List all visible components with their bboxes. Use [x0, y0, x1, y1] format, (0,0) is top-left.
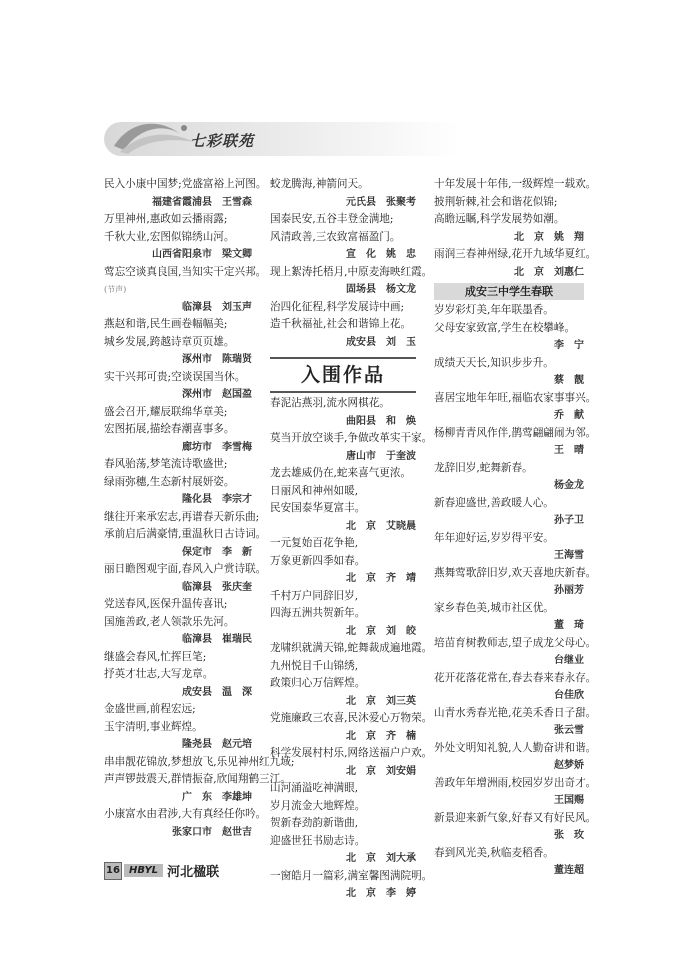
- couplet-line: 一窗皓月一篇彩,满室馨图满院明。: [270, 869, 433, 882]
- author-credit: 北 京 齐 楠: [346, 730, 416, 742]
- couplet-line: 四海五洲共贺新年。: [270, 607, 366, 619]
- author-credit: 福建省霞浦县 王雪森: [152, 196, 252, 208]
- author-credit: 北 京 刘三英: [346, 695, 416, 707]
- couplet-line: 承前启后满豪情,重温秋日古诗词。: [104, 528, 267, 540]
- couplet-line: 龙去雄威仍在,蛇来喜气更浓。: [270, 467, 412, 479]
- author-credit: 北 京 刘安娟: [346, 765, 416, 777]
- author-credit: 廊坊市 李雪梅: [182, 441, 252, 453]
- couplet-line: 贺新春劲韵新谐曲,: [270, 817, 359, 829]
- annotation: (节声): [104, 285, 127, 294]
- couplet-line: 万里神州,惠政如云播雨露;: [104, 213, 228, 225]
- couplet-line: 岁月流金大地辉煌。: [270, 799, 366, 812]
- couplet-line: 实干兴邦可贵;空谈误国当休。: [104, 370, 246, 383]
- couplet-line: 金盛世画,前程宏远;: [104, 703, 196, 715]
- couplet-line: 杨柳青青风作伴,鹊莺翩翩闹为邻。: [434, 426, 597, 439]
- author-credit: 成安县 刘 玉: [346, 336, 416, 348]
- author-credit: 张家口市 赵世吉: [172, 826, 252, 838]
- couplet-line: 春泥沾燕羽,流水网棋花。: [270, 397, 390, 409]
- section-banner: [104, 116, 580, 160]
- author-credit: 隆化县 李宗才: [182, 494, 252, 505]
- couplet-line: 燕舞莺歌辞旧岁,欢天喜地庆新春。: [434, 566, 597, 579]
- couplet-line: 新春迎盛世,善政暖人心。: [434, 496, 554, 509]
- author-credit: 赵梦娇: [554, 760, 584, 771]
- couplet-line: 日丽风和神州如暖,: [270, 484, 359, 497]
- couplet-line: 继盛会春风,忙挥巨笔;: [104, 650, 207, 663]
- author-credit: 隆尧县 赵元培: [182, 739, 252, 750]
- author-credit: 北 京 刘惠仁: [514, 266, 584, 278]
- couplet-line: 现上絮涛托梧月,中原麦海映红霞。: [270, 265, 433, 278]
- couplet-line: 莺忘空谈真良国,当知实干定兴邦。: [104, 265, 267, 278]
- couplet-line: 花开花落花常在,春去春来春永存。: [434, 671, 597, 684]
- author-credit: 张 玫: [554, 830, 584, 841]
- couplet-line: 岁岁彩灯美,年年联墨香。: [434, 304, 554, 316]
- couplet-line: 串串靓花锦放,梦想放飞,乐见神州红九域;: [104, 755, 295, 768]
- couplet-line: 一元复始百花争艳,: [270, 537, 359, 549]
- couplet-line: 迎盛世狂书励志诗。: [270, 834, 366, 847]
- author-credit: 杨金龙: [554, 480, 584, 491]
- couplet-line: 燕赵和谐,民生画卷幅幅美;: [104, 318, 228, 330]
- magazine-name: 河北楹联: [167, 865, 220, 880]
- page-number: 16: [104, 862, 122, 880]
- couplet-line: 千村万户同辞旧岁,: [270, 589, 359, 602]
- author-credit: 张云雪: [554, 725, 584, 736]
- subsection-heading: 成安三中学生春联: [434, 283, 584, 300]
- couplet-line: 龙辞旧岁,蛇舞新春。: [434, 461, 533, 474]
- couplet-line: 万象更新四季如春。: [270, 554, 366, 567]
- couplet-line: 小康富水由君涉,大有真经任你吟。: [104, 808, 267, 820]
- couplet-line: 丽日瞻图观宇面,春风入户赏诗联。: [104, 563, 267, 575]
- author-credit: 山西省阳泉市 梁文卿: [152, 249, 252, 260]
- author-credit: 孙子卫: [554, 515, 584, 526]
- author-credit: 成安县 温 深: [182, 686, 252, 698]
- couplet-line: 党送春风,医保升温传喜讯;: [104, 598, 228, 610]
- author-credit: 唐山市 于奎波: [346, 450, 416, 462]
- couplet-line: 山河涌溢吃神满眼,: [270, 782, 359, 794]
- couplet-line: 家乡春色美,城市社区优。: [434, 601, 554, 614]
- author-credit: 台佳欣: [554, 690, 584, 701]
- author-credit: 蔡 靓: [554, 375, 584, 386]
- couplet-line: 雨润三春神州绿,花开九域华夏红。: [434, 248, 597, 260]
- couplet-line: 声声锣鼓震天,群情振奋,欣闻翔鹤三江。: [104, 773, 291, 785]
- couplet-line: 千秋大业,宏图似锦绣山河。: [104, 230, 235, 243]
- author-credit: 临漳县 张庆奎: [182, 581, 252, 593]
- author-credit: 临漳县 刘玉声: [182, 301, 252, 313]
- couplet-line: 党施廉政三农喜,民沐爱心万物荣。: [270, 712, 433, 724]
- couplet-line: 民安国泰华夏富丰。: [270, 502, 366, 514]
- couplet-line: 风清政善,三农致富福盈门。: [270, 230, 401, 243]
- author-credit: 北 京 姚 翔: [514, 231, 584, 243]
- couplet-line: 披荆斩棘,社会和谐花似锦;: [434, 195, 558, 208]
- page-footer: [104, 860, 304, 878]
- couplet-line: 造千秋福祉,社会和谐锦上花。: [270, 318, 412, 330]
- author-credit: 台继业: [554, 655, 584, 666]
- couplet-line: 高瞻远瞩,科学发展势如潮。: [434, 213, 565, 225]
- author-credit: 北 京 李 婷: [346, 888, 416, 899]
- couplet-line: 春风骀荡,梦笔流诗歌盛世;: [104, 458, 228, 470]
- author-credit: 北 京 艾晓晨: [346, 520, 416, 532]
- author-credit: 深州市 赵国盈: [182, 389, 252, 400]
- author-credit: 王海雪: [554, 550, 584, 561]
- couplet-line: 年年迎好运,岁岁得平安。: [434, 531, 554, 544]
- column-1: [104, 176, 295, 841]
- couplet-line: 九州悦目千山锦绣,: [270, 659, 359, 672]
- couplet-line: 十年发展十年伟,一级辉煌一载欢。: [434, 178, 597, 190]
- author-credit: 董 琦: [554, 620, 584, 631]
- couplet-line: 继往开来承宏志,再谱春天新乐曲;: [104, 510, 260, 523]
- couplet-line: 玉宇清明,事业辉煌。: [104, 720, 203, 733]
- couplet-line: 国泰民安,五谷丰登金满地;: [270, 213, 394, 225]
- couplet-line: 盛会召开,耀辰联绵华章美;: [104, 405, 228, 418]
- couplet-line: 培苗育树教师志,望子成龙父母心。: [434, 636, 597, 649]
- author-credit: 北 京 齐 靖: [346, 573, 416, 584]
- author-credit: 李 宁: [554, 340, 584, 351]
- author-credit: 北 京 刘大承: [346, 853, 416, 864]
- section-title: 七彩联苑: [190, 132, 255, 150]
- couplet-line: 善政年年增洲雨,校园岁岁出奇才。: [434, 776, 597, 789]
- author-credit: 乔 献: [554, 410, 584, 421]
- author-credit: 保定市 李 新: [182, 546, 252, 558]
- section-heading: 入围作品: [270, 357, 416, 393]
- author-credit: 临漳县 崔瑞民: [182, 634, 252, 645]
- couplet-line: 父母安家致富,学生在校攀峰。: [434, 321, 576, 334]
- couplet-line: 国施善政,老人领款乐先河。: [104, 615, 235, 628]
- swirl-decoration-icon: [110, 116, 200, 156]
- author-credit: 北 京 刘 皎: [346, 625, 416, 637]
- author-credit: 董连超: [554, 865, 584, 876]
- author-credit: 宣 化 姚 忠: [346, 249, 416, 260]
- author-credit: 元氏县 张聚考: [346, 196, 416, 208]
- couplet-line: 莫当开放空谈手,争做改革实干家。: [270, 432, 433, 444]
- author-credit: 涿州市 陈瑞贤: [182, 354, 252, 365]
- magazine-logo: HBYL: [124, 864, 163, 877]
- couplet-line: 春到风光美,秋临麦稻香。: [434, 846, 554, 859]
- author-credit: 曲阳县 和 焕: [346, 415, 416, 427]
- couplet-line: 山青水秀春光艳,花美禾香日子甜。: [434, 706, 597, 719]
- author-credit: 固场县 杨文龙: [346, 284, 416, 295]
- couplet-line: 成绩天天长,知识步步升。: [434, 356, 554, 369]
- couplet-line: 外处文明知礼貌,人人勤奋讲和谐。: [434, 741, 597, 754]
- author-credit: 王国赐: [554, 795, 584, 806]
- couplet-line: 喜居宝地年年旺,福临农家事事兴。: [434, 391, 597, 404]
- author-credit: 孙丽芳: [554, 585, 584, 596]
- couplet-line: 绿雨弥穗,生态新村展妍姿。: [104, 475, 235, 488]
- couplet-line: 政策归心万信辉煌。: [270, 677, 366, 689]
- couplet-line: 抒英才壮志,大写龙章。: [104, 668, 214, 680]
- couplet-line: 城乡发展,跨越诗章页页雄。: [104, 335, 235, 348]
- column-3: [434, 176, 597, 880]
- couplet-line: 科学发展村村乐,网络送福户户欢。: [270, 747, 433, 759]
- column-2: [270, 176, 433, 903]
- couplet-line: 新景迎来新气象,好春又有好民风。: [434, 811, 597, 824]
- couplet-line: 宏图拓展,描绘春潮喜事多。: [104, 423, 235, 435]
- couplet-line: 蛟龙腾海,神箭问天。: [270, 178, 369, 190]
- author-credit: 王 晴: [554, 445, 584, 456]
- author-credit: 广 东 李雄坤: [182, 791, 252, 803]
- couplet-line: 龙啸织就满天锦,蛇舞裁成遍地霞。: [270, 642, 433, 654]
- couplet-line: 治四化征程,科学发展诗中画;: [270, 300, 405, 313]
- couplet-line: 民入小康中国梦;党盛富裕上河图。: [104, 178, 267, 190]
